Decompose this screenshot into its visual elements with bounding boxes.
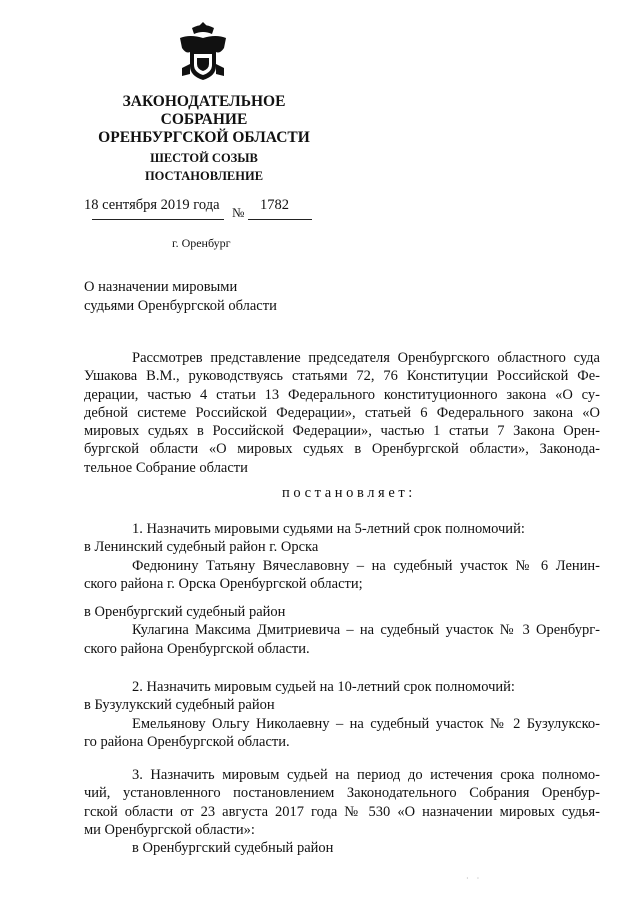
title-line-2: судьями Оренбургской области <box>84 298 277 314</box>
item-3-line-1: 3. Назначить мировым судьей на период до истечения срока полномо- <box>132 767 600 783</box>
preamble-line: Рассмотрев представление председателя Оренбургского областного суда <box>132 350 600 366</box>
resolves-word: постановляет: <box>282 485 416 501</box>
document-date: 18 сентября 2019 года <box>84 197 220 213</box>
item-1-appointment-2: Кулагина Максима Дмитриевича – на судебный участок № 3 Оренбург- <box>132 622 600 639</box>
item-1-appointment-2-cont: ского района Оренбургской области. <box>84 640 310 657</box>
org-name-line-3: ОРЕНБУРГСКОЙ ОБЛАСТИ <box>98 129 310 146</box>
number-sign: № <box>232 205 245 220</box>
item-2-appointment: Емельянову Ольгу Николаевну – на судебный участок № 2 Бузулукско- <box>132 715 600 732</box>
item-1-appointment-1: Федюнину Татьяну Вячеславовну – на судебный участок № 6 Ленин- <box>132 557 600 574</box>
item-2 <box>84 678 600 751</box>
preamble-line: мировых судьях в Российской Федерации», частью 1 статьи 7 Закона Орен- <box>84 423 600 440</box>
document-type: ПОСТАНОВЛЕНИЕ <box>144 169 264 183</box>
date-underline <box>92 219 224 220</box>
org-name-line-2: СОБРАНИЕ <box>160 111 248 128</box>
item-2-appointment-cont: го района Оренбургской области. <box>84 733 290 750</box>
city: г. Оренбург <box>172 236 231 250</box>
item-3 <box>84 766 600 857</box>
item-1-lead: 1. Назначить мировыми судьями на 5-летний срок полномочий: <box>132 521 525 537</box>
convocation: ШЕСТОЙ СОЗЫВ <box>150 151 258 165</box>
item-2-lead: 2. Назначить мировым судьей на 10-летний срок полномочий: <box>132 679 515 695</box>
item-2-district: в Бузулукский судебный район <box>84 697 275 714</box>
item-1-district-2: в Оренбургский судебный район <box>84 604 286 620</box>
number-underline <box>248 219 312 220</box>
preamble <box>84 349 600 477</box>
document-title <box>84 278 277 316</box>
item-3-line-2: чий, установленного постановлением Законодательного Собрания Оренбур- <box>84 785 600 802</box>
footer-marks: · · <box>466 874 483 883</box>
item-3-line-3: гской области от 23 августа 2017 года № 530 «О назначении мировых судья- <box>84 803 600 820</box>
preamble-line: дебной системе Российской Федерации», статьей 6 Федерального закона «О <box>84 404 600 421</box>
item-1 <box>84 520 600 593</box>
preamble-line: Ушакова В.М., руководствуясь статьями 72, 76 Конституции Российской Фе- <box>84 368 600 385</box>
preamble-line: бургской области «О мировых судьях в Оренбургской области», Законода- <box>84 441 600 458</box>
document-number: 1782 <box>260 197 289 213</box>
org-name-line-1: ЗАКОНОДАТЕЛЬНОЕ <box>122 93 286 110</box>
preamble-line: дерации, частью 4 статьи 13 Федерального конституционного закона «О су- <box>84 386 600 403</box>
title-line-1: О назначении мировыми <box>84 279 238 295</box>
item-3-line-4: ми Оренбургской области»: <box>84 821 255 838</box>
coat-of-arms-emblem <box>176 20 230 82</box>
item-1-district-1: в Ленинский судебный район г. Орска <box>84 539 319 556</box>
item-3-district: в Оренбургский судебный район <box>132 840 334 857</box>
preamble-line: тельное Собрание области <box>84 459 248 476</box>
item-1-appointment-1-cont: ского района г. Орска Оренбургской области; <box>84 575 363 592</box>
item-1-part-2 <box>84 603 600 658</box>
